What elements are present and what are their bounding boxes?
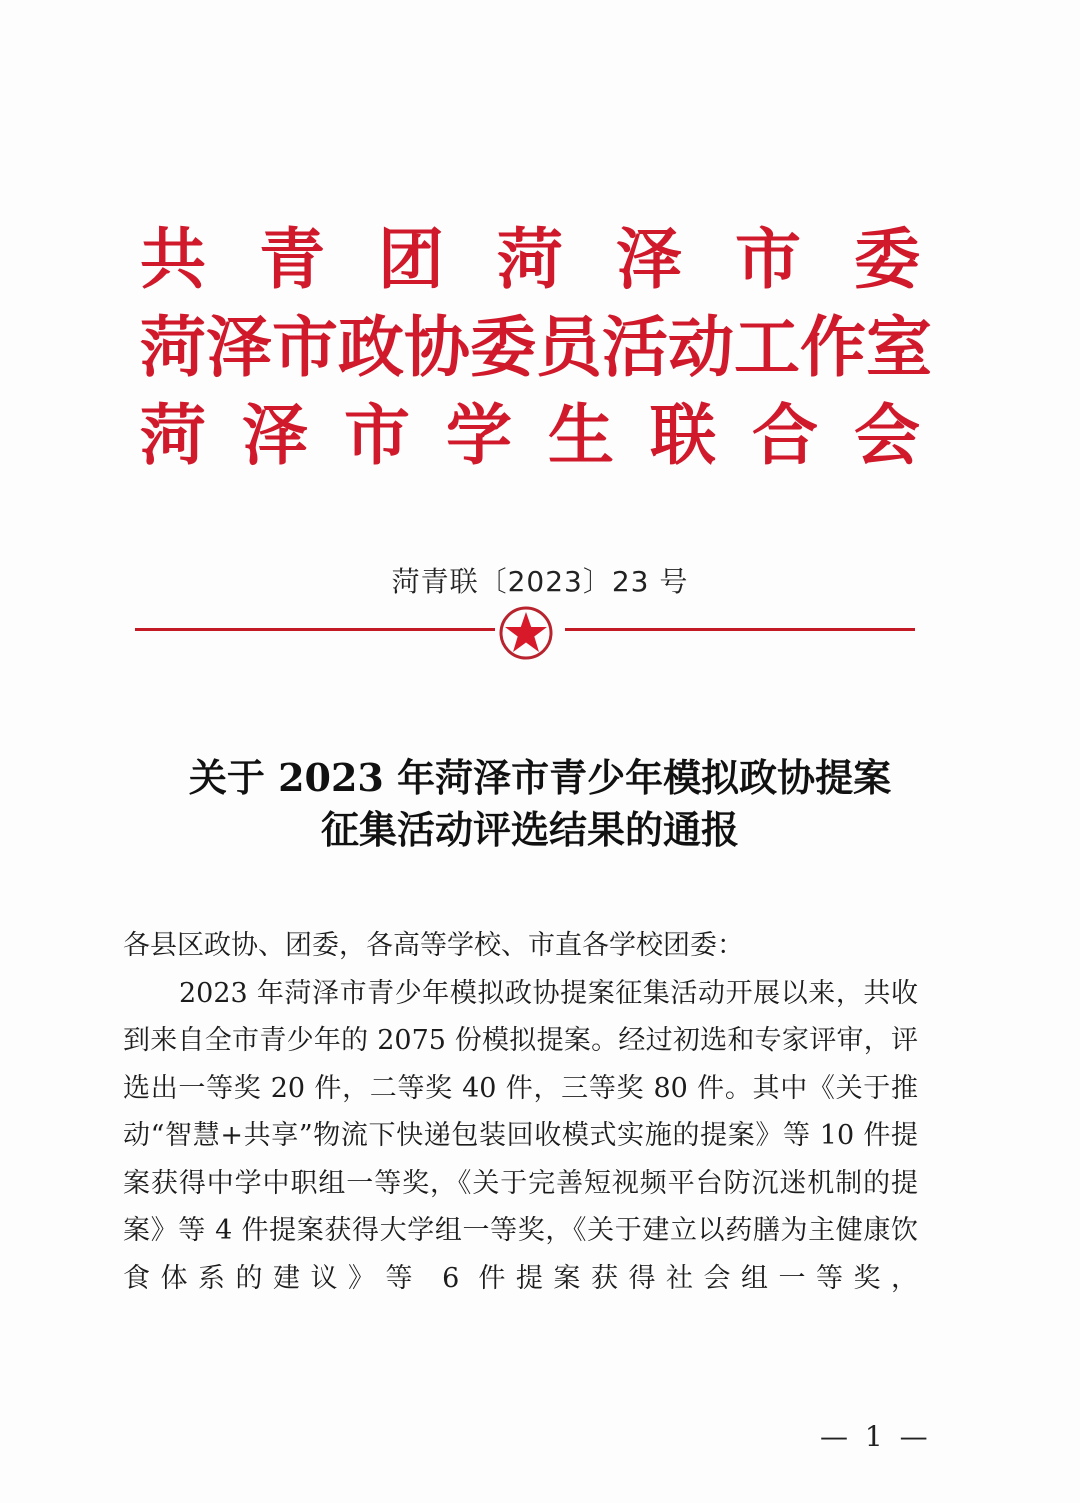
header-char: 共 <box>140 220 206 298</box>
header-char: 泽 <box>616 220 682 298</box>
header-char: 学 <box>446 396 512 474</box>
header-char: 合 <box>752 396 818 474</box>
red-divider-left <box>135 628 495 631</box>
salutation: 各县区政协、团委，各高等学校、市直各学校团委： <box>123 930 744 961</box>
document-body <box>123 922 918 1302</box>
page-number: — 1 — <box>820 1420 932 1453</box>
header-char: 委 <box>854 220 920 298</box>
title-line-1: 关于 2023 年菏泽市青少年模拟政协提案 <box>188 755 892 800</box>
header-char: 协 <box>404 308 470 386</box>
header-char: 活 <box>602 308 668 386</box>
header-char: 联 <box>650 396 716 474</box>
red-divider-right <box>565 628 915 631</box>
header-char: 政 <box>338 308 404 386</box>
header-char: 作 <box>800 308 866 386</box>
header-char: 工 <box>734 308 800 386</box>
header-char: 会 <box>854 396 920 474</box>
header-char: 菏 <box>140 396 206 474</box>
document-title <box>0 752 1080 856</box>
header-char: 市 <box>272 308 338 386</box>
header-char: 泽 <box>206 308 272 386</box>
header-char: 生 <box>548 396 614 474</box>
header-char: 青 <box>259 220 325 298</box>
header-char: 市 <box>344 396 410 474</box>
issuing-organizations-header <box>140 215 932 479</box>
header-char: 动 <box>668 308 734 386</box>
header-char: 员 <box>536 308 602 386</box>
body-paragraph: 2023 年菏泽市青少年模拟政协提案征集活动开展以来，共收到来自全市青少年的 2075 份模拟提案。经过初选和专家评审，评选出一等奖 20 件，二等奖 40 件，三等奖 80 件。其中《关于推动“智慧+共享”物流下快递包装回收模式实施的提案》等 10 件提案获得中学中职组一等奖，《关于完善短视频平台防沉迷机制的提案》等 4 件提案获得大学组一等奖，《关于建立以药膳为主健康饮食体系的建议》等 6 件提案获得社会组一等奖， <box>123 977 918 1294</box>
header-char: 室 <box>866 308 932 386</box>
header-char: 团 <box>378 220 444 298</box>
document-number: 菏青联〔2023〕23 号 <box>391 565 689 598</box>
header-line-3 <box>140 391 920 479</box>
header-char: 菏 <box>140 308 206 386</box>
header-char: 市 <box>735 220 801 298</box>
header-line-1 <box>140 215 920 303</box>
header-char: 泽 <box>242 396 308 474</box>
header-line-2 <box>140 303 932 391</box>
red-star-in-circle-icon <box>498 605 554 661</box>
header-char: 委 <box>470 308 536 386</box>
header-char: 菏 <box>497 220 563 298</box>
title-line-2: 征集活动评选结果的通报 <box>320 807 739 852</box>
